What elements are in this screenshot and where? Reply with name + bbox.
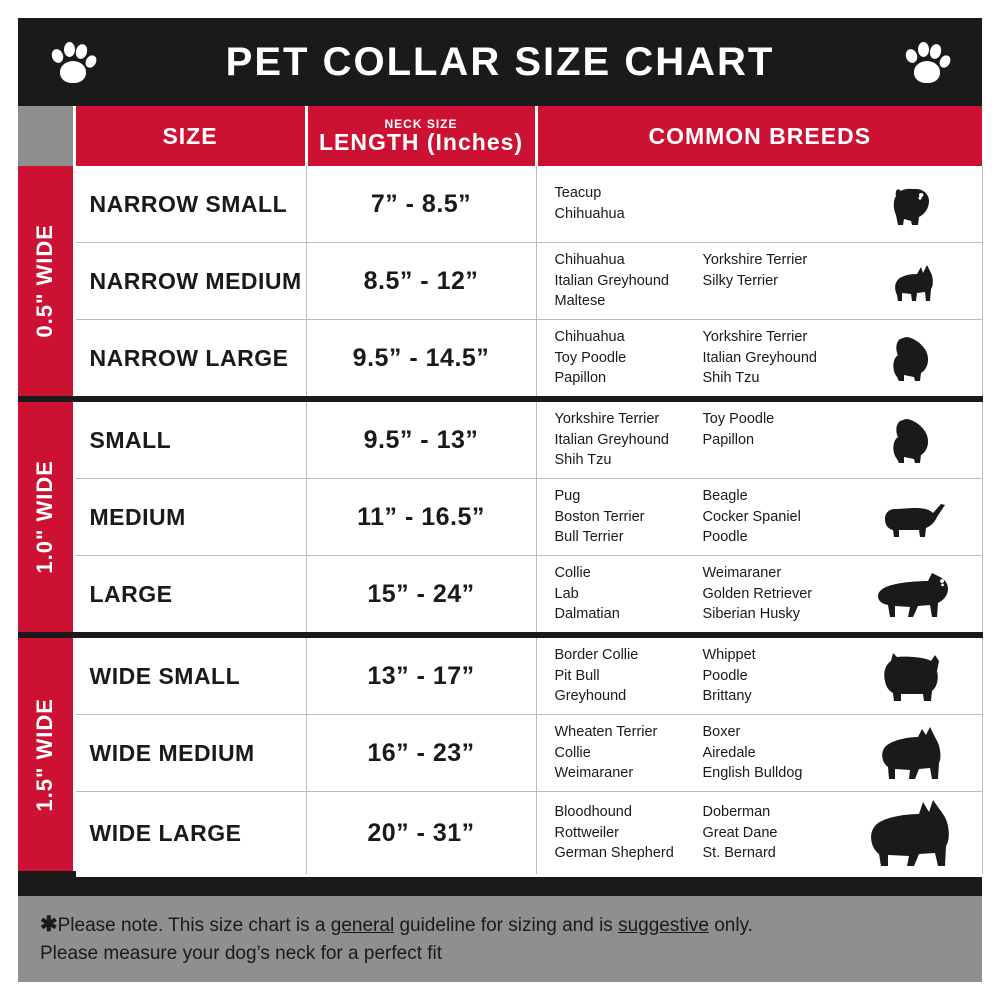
breed-item: Cocker Spaniel — [702, 508, 801, 525]
table-header-row — [18, 106, 982, 166]
neck-length: 13” - 17” — [306, 635, 536, 715]
breed-list-column-1 — [555, 645, 703, 707]
table-row — [18, 635, 982, 715]
table-row — [18, 243, 982, 320]
breed-list-column-1 — [555, 802, 703, 864]
breed-item: Boxer — [702, 724, 741, 741]
neck-length: 9.5” - 14.5” — [306, 320, 536, 400]
chart-frame — [18, 18, 982, 982]
neck-length: 7” - 8.5” — [306, 166, 536, 243]
dog-silhouette-yorkie-icon — [856, 181, 974, 227]
table-row — [18, 166, 982, 243]
table-row — [18, 320, 982, 400]
breeds-cell — [536, 243, 982, 320]
breed-item: Poodle — [702, 529, 748, 546]
asterisk-icon: ✱ — [40, 913, 58, 936]
neck-length: 11” - 16.5” — [306, 479, 536, 556]
page-title: PET COLLAR SIZE CHART — [225, 39, 775, 84]
table-row — [18, 792, 982, 875]
breed-item: Papillon — [702, 431, 755, 448]
breed-item: Chihuahua — [554, 329, 625, 346]
breed-item: Bloodhound — [554, 804, 632, 821]
breeds-cell — [536, 635, 982, 715]
footer-underline-general: general — [330, 915, 395, 936]
breed-item: Chihuahua — [554, 206, 625, 222]
breed-item: Pug — [554, 488, 581, 505]
paw-icon — [900, 35, 954, 89]
size-name: NARROW MEDIUM — [74, 243, 306, 320]
breed-list-column-1 — [555, 250, 703, 312]
breed-item: Teacup — [554, 185, 602, 202]
size-name: WIDE MEDIUM — [74, 715, 306, 792]
dog-silhouette-boxer-icon — [856, 725, 974, 781]
group-width-label-cell — [18, 166, 74, 399]
table-row — [18, 479, 982, 556]
breed-item: Rottweiler — [554, 824, 619, 841]
breed-item: Shih Tzu — [554, 452, 612, 469]
footer-text-b: guideline for sizing and is — [394, 915, 619, 936]
breed-item: Lab — [554, 585, 579, 602]
breed-item: Shih Tzu — [702, 370, 760, 387]
breed-item: Collie — [554, 744, 591, 761]
breeds-cell — [536, 320, 982, 400]
size-table-wrapper — [18, 106, 982, 896]
table-row — [18, 556, 982, 636]
neck-length: 9.5” - 13” — [306, 399, 536, 479]
table-row — [18, 715, 982, 792]
dog-silhouette-papillon-icon — [856, 415, 974, 465]
size-name: WIDE SMALL — [74, 635, 306, 715]
breed-item: Weimaraner — [554, 765, 634, 782]
breed-item: Italian Greyhound — [554, 272, 669, 289]
size-name: MEDIUM — [74, 479, 306, 556]
breed-list-column-1 — [555, 722, 703, 784]
neck-length: 20” - 31” — [306, 792, 536, 875]
size-name: SMALL — [74, 399, 306, 479]
breed-list-column-2 — [703, 645, 856, 707]
breed-item: Great Dane — [702, 824, 778, 841]
breed-item: Border Collie — [554, 647, 639, 664]
breed-item: Bull Terrier — [554, 529, 624, 546]
footer-underline-suggestive: suggestive — [618, 915, 709, 936]
breed-list-column-1 — [555, 183, 703, 224]
breeds-cell — [536, 166, 982, 243]
breed-item: Maltese — [554, 293, 606, 310]
size-name: WIDE LARGE — [74, 792, 306, 875]
table-row — [18, 399, 982, 479]
breed-item: Greyhound — [554, 688, 627, 705]
dog-silhouette-doberman-icon — [856, 798, 974, 868]
footer-text-a: Please note. This size chart is a — [57, 915, 331, 936]
breed-item: Siberian Husky — [702, 606, 801, 623]
dog-silhouette-retriever-icon — [856, 569, 974, 619]
size-table — [18, 106, 983, 877]
breed-list-column-2 — [703, 802, 856, 864]
group-width-label: 1.5" WIDE — [32, 697, 58, 812]
breed-item: Collie — [554, 565, 591, 582]
footer-line-1 — [40, 910, 960, 940]
group-width-label-cell — [18, 399, 74, 635]
group-width-label-cell — [18, 635, 74, 874]
breed-item: Toy Poodle — [702, 411, 775, 428]
breed-item: Dalmatian — [554, 606, 620, 623]
neck-length: 8.5” - 12” — [306, 243, 536, 320]
breed-item: Whippet — [702, 647, 756, 664]
paw-icon — [46, 35, 100, 89]
dog-silhouette-chihuahua-icon — [856, 259, 974, 303]
breed-list-column-1 — [555, 409, 703, 471]
breed-list-column-2 — [703, 183, 856, 224]
breed-item: Yorkshire Terrier — [702, 252, 808, 269]
breeds-cell — [536, 556, 982, 636]
dog-silhouette-bulldog-icon — [856, 649, 974, 703]
breed-item: Brittany — [702, 688, 752, 705]
breed-list-column-1 — [555, 486, 703, 548]
column-header-length-main: LENGTH (Inches) — [318, 129, 524, 155]
group-width-label: 1.0" WIDE — [32, 460, 58, 574]
size-name: NARROW SMALL — [74, 166, 306, 243]
breed-item: Golden Retriever — [702, 585, 813, 602]
breed-item: Doberman — [702, 804, 771, 821]
breed-item: German Shepherd — [554, 845, 674, 862]
chart-header — [18, 18, 982, 106]
footer-note — [18, 896, 982, 982]
breed-list-column-2 — [703, 409, 856, 471]
column-header-length-sub: NECK SIZE — [384, 117, 458, 131]
breed-item: Toy Poodle — [554, 349, 627, 366]
breed-item: Poodle — [702, 667, 748, 684]
breed-list-column-2 — [703, 722, 856, 784]
column-header-size: SIZE — [74, 106, 306, 166]
breed-item: Beagle — [702, 488, 748, 505]
table-body — [18, 166, 982, 874]
group-width-label: 0.5" WIDE — [32, 224, 58, 338]
breed-item: Yorkshire Terrier — [702, 329, 808, 346]
breeds-cell — [536, 792, 982, 875]
breed-list-column-1 — [555, 563, 703, 625]
breed-list-column-1 — [555, 327, 703, 389]
breed-item: English Bulldog — [702, 765, 803, 782]
neck-length: 15” - 24” — [306, 556, 536, 636]
dog-silhouette-papillon-icon — [856, 333, 974, 383]
breed-list-column-2 — [703, 327, 856, 389]
breed-item: Boston Terrier — [554, 508, 645, 525]
table-corner-cell — [18, 106, 74, 166]
breed-item: Italian Greyhound — [554, 431, 669, 448]
breed-item: Yorkshire Terrier — [554, 411, 660, 428]
size-name: LARGE — [74, 556, 306, 636]
breed-item: Airedale — [702, 744, 756, 761]
breed-item: Papillon — [554, 370, 607, 387]
dog-silhouette-pug-icon — [856, 495, 974, 539]
breed-item: Italian Greyhound — [702, 349, 817, 366]
column-header-length — [306, 106, 536, 166]
breeds-cell — [536, 399, 982, 479]
breed-item: Silky Terrier — [702, 272, 778, 289]
breeds-cell — [536, 479, 982, 556]
neck-length: 16” - 23” — [306, 715, 536, 792]
footer-text-c: only. — [708, 915, 753, 936]
breed-item: St. Bernard — [702, 845, 776, 862]
breed-item: Weimaraner — [702, 565, 782, 582]
column-header-breeds: COMMON BREEDS — [536, 106, 982, 166]
breed-list-column-2 — [703, 563, 856, 625]
breed-item: Chihuahua — [554, 252, 625, 269]
breed-item: Pit Bull — [554, 667, 600, 684]
footer-line-2: Please measure your dog’s neck for a perfect fit — [40, 943, 443, 965]
breed-item: Wheaten Terrier — [554, 724, 658, 741]
breed-list-column-2 — [703, 486, 856, 548]
breed-list-column-2 — [703, 250, 856, 312]
breeds-cell — [536, 715, 982, 792]
size-name: NARROW LARGE — [74, 320, 306, 400]
